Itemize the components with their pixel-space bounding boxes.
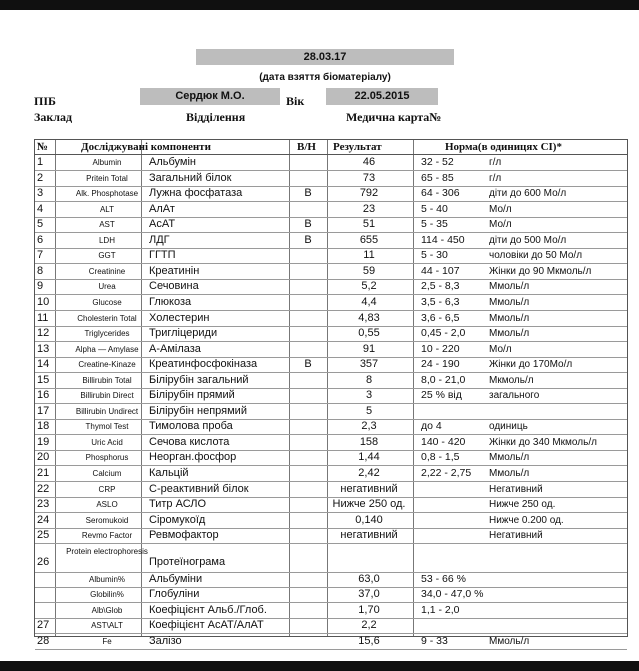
row-number: 14 <box>37 358 50 371</box>
department-label: Відділення <box>186 110 246 124</box>
row-component-name: Коефіцієнт АсАТ/АлАТ <box>149 619 264 632</box>
row-norm: 53 - 66 % <box>421 572 466 585</box>
row-norm: 34,0 - 47,0 % <box>421 588 484 601</box>
row-number: 25 <box>37 529 50 542</box>
row-component-name: Тригліцериди <box>149 327 218 340</box>
row-unit: г/л <box>489 157 502 168</box>
row-number: 6 <box>37 233 44 246</box>
row-unit: діти до 500 Мо/л <box>489 234 567 246</box>
row-result: негативний <box>340 529 398 542</box>
row-number <box>35 587 57 602</box>
table-row <box>35 618 627 634</box>
row-code: Phosphorus <box>85 453 129 463</box>
row-component-name: Альбуміни <box>149 572 203 585</box>
row-code: Cholesterin Total <box>77 313 137 323</box>
table-row <box>35 388 627 404</box>
row-component-name: ЛДГ <box>149 233 170 246</box>
row-flag <box>291 513 325 528</box>
row-norm: 44 - 107 <box>421 264 460 277</box>
row-result: 3 <box>365 389 373 402</box>
row-result: 2,3 <box>361 420 377 433</box>
row-unit <box>489 618 625 633</box>
row-norm: 2,22 - 2,75 <box>421 467 472 479</box>
row-component-name: ГГТП <box>149 249 176 262</box>
row-component-name: Холестерин <box>149 311 210 324</box>
row-unit: Жінки до 170Мо/л <box>489 359 573 371</box>
row-code: Alpha — Amylase <box>75 344 139 354</box>
row-number: 19 <box>37 435 50 448</box>
table-row <box>35 404 627 420</box>
row-component-name: Неорган.фосфор <box>149 451 237 464</box>
row-code: Albumin <box>92 158 122 167</box>
row-number: 13 <box>37 342 50 355</box>
row-component-name: Ревмофактор <box>149 529 219 542</box>
row-unit: Нижче 0.200 од. <box>489 514 564 526</box>
table-row <box>35 450 627 466</box>
row-code: ASLO <box>96 500 118 510</box>
row-code: Billirubin Direct <box>80 391 134 401</box>
table-row <box>35 342 627 358</box>
pib-label: ПІБ <box>34 94 56 108</box>
table-row <box>35 295 627 311</box>
row-norm: до 4 <box>421 420 442 433</box>
row-norm: 3,6 - 6,5 <box>421 311 460 324</box>
row-component-name: С-реактивний білок <box>149 482 249 495</box>
row-code: Glucose <box>92 297 122 307</box>
row-component-name: Загальний білок <box>149 171 232 184</box>
table-row <box>35 217 627 233</box>
row-code: Albumin% <box>88 574 125 584</box>
row-unit <box>489 404 625 419</box>
row-code: CRP <box>98 484 116 494</box>
row-flag <box>291 342 325 357</box>
row-number: 23 <box>37 498 50 511</box>
row-flag <box>291 544 325 572</box>
row-result: 11 <box>363 249 375 262</box>
row-number <box>35 572 57 587</box>
row-code: Globilin% <box>90 590 124 600</box>
row-number: 28 <box>37 634 50 647</box>
row-flag <box>291 634 325 649</box>
row-number: 16 <box>37 389 50 402</box>
row-result: 5,2 <box>361 280 377 293</box>
table-row <box>35 202 627 218</box>
row-code: ALT <box>99 204 115 214</box>
row-flag <box>291 404 325 419</box>
row-unit: чоловіки до 50 Мо/л <box>489 250 583 262</box>
row-code: Billirubin Undirect <box>75 406 139 416</box>
row-unit <box>489 544 625 572</box>
row-unit: Ммоль/л <box>489 281 530 293</box>
header-norm: Норма(в одиницях СІ)* <box>445 141 562 153</box>
row-flag <box>291 618 325 633</box>
row-norm: 3,5 - 6,3 <box>421 295 460 308</box>
row-flag: В <box>304 233 312 246</box>
row-flag <box>291 497 325 512</box>
row-norm: 24 - 190 <box>421 358 460 371</box>
table-row <box>35 155 627 171</box>
row-number: 7 <box>37 249 44 262</box>
row-result: 2,42 <box>358 467 380 479</box>
row-number: 12 <box>37 327 50 340</box>
row-flag <box>291 466 325 481</box>
row-component-name: Протеїнограма <box>149 555 226 568</box>
table-row <box>35 603 627 619</box>
row-norm: 25 % від <box>421 389 462 402</box>
row-unit: діти до 600 Мо/л <box>489 188 567 200</box>
table-row <box>35 466 627 482</box>
row-number: 26 <box>37 555 50 568</box>
row-flag <box>291 373 325 388</box>
row-unit: Нижче 250 од. <box>489 499 556 511</box>
row-result: 0,140 <box>355 513 383 526</box>
row-norm: 140 - 420 <box>421 435 466 448</box>
row-code: Creatine-Kinaze <box>78 360 136 370</box>
row-flag <box>291 572 325 587</box>
table-row <box>35 326 627 342</box>
row-code: Fe <box>102 636 112 646</box>
row-result: 59 <box>362 264 376 277</box>
row-number: 24 <box>37 513 50 526</box>
row-unit: Ммоль/л <box>489 635 530 647</box>
row-norm: 114 - 450 <box>421 233 465 246</box>
row-number: 5 <box>37 218 44 231</box>
row-component-name: А-Амілаза <box>149 342 201 355</box>
row-number: 21 <box>37 467 50 479</box>
table-row <box>35 171 627 187</box>
table-row <box>35 233 627 249</box>
row-code: GGT <box>98 251 116 261</box>
row-component-name: АсАТ <box>149 218 176 231</box>
row-norm: 2,5 - 8,3 <box>421 280 460 293</box>
row-code: Calcium <box>92 469 122 478</box>
row-component-name: Білірубін непрямий <box>149 404 247 417</box>
row-flag <box>291 388 325 403</box>
row-norm: 10 - 220 <box>421 342 460 355</box>
row-component-name: Сечовина <box>149 280 199 293</box>
top-dark-border <box>0 0 639 10</box>
row-component-name: Креатинфосфокіназа <box>149 358 258 371</box>
row-number: 10 <box>37 295 50 308</box>
row-result: 91 <box>362 342 376 355</box>
table-row <box>35 264 627 280</box>
row-number: 15 <box>37 373 50 386</box>
row-flag <box>291 248 325 263</box>
row-code: Urea <box>98 282 116 292</box>
table-row <box>35 497 627 513</box>
patient-name-field: Сердюк М.О. <box>140 88 280 105</box>
row-flag: В <box>304 358 312 371</box>
table-row <box>35 587 627 603</box>
row-component-name: Сечова кислота <box>149 435 230 448</box>
table-row <box>35 186 627 202</box>
row-component-name: Кальцій <box>149 467 189 479</box>
row-number: 4 <box>37 202 44 215</box>
row-result: 2,2 <box>361 619 377 632</box>
row-code: Triglycerides <box>84 329 130 339</box>
row-norm: 5 - 30 <box>421 249 448 262</box>
row-result: 792 <box>359 187 379 200</box>
row-result: 63,0 <box>358 572 380 585</box>
row-norm: 5 - 40 <box>421 202 448 215</box>
row-result: 0,55 <box>358 327 380 340</box>
row-result: Нижче 250 од. <box>332 498 406 511</box>
row-flag <box>291 202 325 217</box>
row-norm: 32 - 52 <box>421 156 454 168</box>
row-component-name: Лужна фосфатаза <box>149 187 243 200</box>
table-row <box>35 572 627 588</box>
row-code: Uric Acid <box>91 437 123 447</box>
row-result: 8 <box>365 373 373 386</box>
row-norm: 1,1 - 2,0 <box>421 603 460 616</box>
row-flag <box>291 155 325 170</box>
row-result: 4,4 <box>361 295 377 308</box>
row-result: 37,0 <box>358 588 380 601</box>
row-flag <box>291 528 325 543</box>
row-flag <box>291 279 325 294</box>
row-result: 158 <box>359 435 379 448</box>
row-result: 51 <box>362 218 376 231</box>
table-header <box>35 140 627 155</box>
row-flag <box>291 264 325 279</box>
table-row <box>35 373 627 389</box>
sample-date-caption: (дата взяття біоматеріалу) <box>259 72 391 83</box>
row-component-name: Глюкоза <box>149 295 192 308</box>
row-component-name: Тимолова проба <box>149 420 233 433</box>
row-component-name: Альбумін <box>149 156 197 168</box>
row-code: LDH <box>98 235 115 245</box>
row-flag <box>291 450 325 465</box>
table-row <box>35 419 627 435</box>
row-norm: 64 - 306 <box>421 187 460 200</box>
row-unit: Мкмоль/л <box>489 374 534 386</box>
bottom-dark-border <box>0 661 639 671</box>
row-result <box>327 544 411 572</box>
row-unit <box>489 572 625 587</box>
row-result: 15,6 <box>358 634 380 647</box>
header-flag: В/Н <box>297 141 316 153</box>
row-component-name: Коефіцієнт Альб./Глоб. <box>149 603 267 616</box>
row-component-name: Білірубін загальний <box>149 373 249 386</box>
row-unit <box>489 603 625 618</box>
row-component-name: Глобуліни <box>149 588 200 601</box>
table-row <box>35 357 627 373</box>
row-code: Thymol Test <box>85 422 129 432</box>
row-unit: Ммоль/л <box>489 312 530 324</box>
row-unit: Мо/л <box>489 219 512 231</box>
age-label: Вік <box>286 94 305 108</box>
row-component-name: Сіромукоїд <box>149 513 206 526</box>
row-result: негативний <box>340 482 398 495</box>
row-norm: 8,0 - 21,0 <box>421 373 466 386</box>
row-result: 73 <box>362 171 376 184</box>
row-flag <box>291 171 325 186</box>
row-flag <box>291 435 325 450</box>
row-code: Billirubin Total <box>82 375 132 385</box>
row-component-name: Білірубін прямий <box>149 389 235 402</box>
row-code: Pritein Total <box>86 173 128 183</box>
row-component-name: АлАт <box>149 202 175 215</box>
row-result: 46 <box>362 156 376 168</box>
row-number: 11 <box>37 311 49 324</box>
header-result: Результат <box>333 141 382 153</box>
row-norm: 0,8 - 1,5 <box>421 451 460 464</box>
row-component-name: Залізо <box>149 634 182 647</box>
table-row <box>35 482 627 498</box>
row-unit: Негативний <box>489 483 543 495</box>
row-flag <box>291 311 325 326</box>
row-unit: г/л <box>489 172 502 184</box>
row-unit: Ммоль/л <box>489 452 530 464</box>
row-unit: Мо/л <box>489 343 512 355</box>
table-row <box>35 513 627 529</box>
row-unit: Негативний <box>489 530 543 542</box>
table-row <box>35 248 627 264</box>
facility-label: Заклад <box>34 110 73 124</box>
row-number: 2 <box>37 171 44 184</box>
row-flag <box>291 295 325 310</box>
row-number: 1 <box>37 156 44 168</box>
row-flag <box>291 419 325 434</box>
row-unit: Мо/л <box>489 203 512 215</box>
row-flag <box>291 326 325 341</box>
row-number: 17 <box>37 404 50 417</box>
results-table <box>34 139 628 647</box>
row-number <box>35 603 57 618</box>
sample-date-field: 28.03.17 <box>196 49 454 65</box>
row-flag <box>291 587 325 602</box>
table-row <box>35 311 627 327</box>
row-unit: Жінки до 340 Мкмоль/л <box>489 436 597 448</box>
row-unit: загального <box>489 390 540 402</box>
row-code: Alk. Phosphotase <box>75 189 139 199</box>
row-flag <box>291 482 325 497</box>
row-unit: Ммоль/л <box>489 328 530 340</box>
row-number: 9 <box>37 280 44 293</box>
table-row <box>35 279 627 295</box>
row-norm: 9 - 33 <box>421 634 448 647</box>
row-result: 655 <box>359 233 379 246</box>
row-unit: одиниць <box>489 421 528 433</box>
row-number: 8 <box>37 264 44 277</box>
row-unit: Жінки до 90 Мкмоль/л <box>489 265 592 277</box>
table-row <box>35 528 627 544</box>
row-code: Alb\Glob <box>91 605 123 615</box>
row-code: AST <box>99 220 115 230</box>
row-number: 22 <box>37 482 50 495</box>
birth-date-field: 22.05.2015 <box>326 88 438 105</box>
row-norm: 65 - 85 <box>421 171 454 184</box>
row-component-name: Креатинін <box>149 264 200 277</box>
row-norm: 0,45 - 2,0 <box>421 327 466 340</box>
table-row <box>35 435 627 451</box>
row-component-name: Титр АСЛО <box>149 498 207 511</box>
row-flag: В <box>304 218 312 231</box>
row-code: AST\ALT <box>91 621 123 631</box>
table-row <box>35 544 627 573</box>
row-unit: Ммоль/л <box>489 296 530 308</box>
table-row <box>35 634 627 650</box>
row-result: 1,70 <box>358 603 380 616</box>
row-code: Seromukoid <box>85 515 129 525</box>
row-number: 18 <box>37 420 50 433</box>
row-result: 23 <box>362 202 376 215</box>
row-code: Creatinine <box>88 266 126 276</box>
row-flag <box>291 603 325 618</box>
row-norm: 5 - 35 <box>421 218 448 231</box>
row-number: 27 <box>37 619 50 632</box>
row-code: Protein electrophoresis <box>66 546 148 556</box>
header-component: Досліджувані компоненти <box>81 141 211 153</box>
row-flag: В <box>304 187 312 200</box>
row-number: 3 <box>37 187 44 200</box>
medical-record-label: Медична карта№ <box>346 110 442 124</box>
row-result: 1,44 <box>358 451 380 464</box>
row-code: Revmo Factor <box>81 531 133 541</box>
row-unit: Ммоль/л <box>489 468 530 479</box>
row-result: 4,83 <box>358 311 380 324</box>
header-num: № <box>37 141 49 153</box>
row-result: 5 <box>365 404 373 417</box>
row-result: 357 <box>359 358 379 371</box>
row-number: 20 <box>37 451 50 464</box>
row-unit <box>489 587 625 602</box>
